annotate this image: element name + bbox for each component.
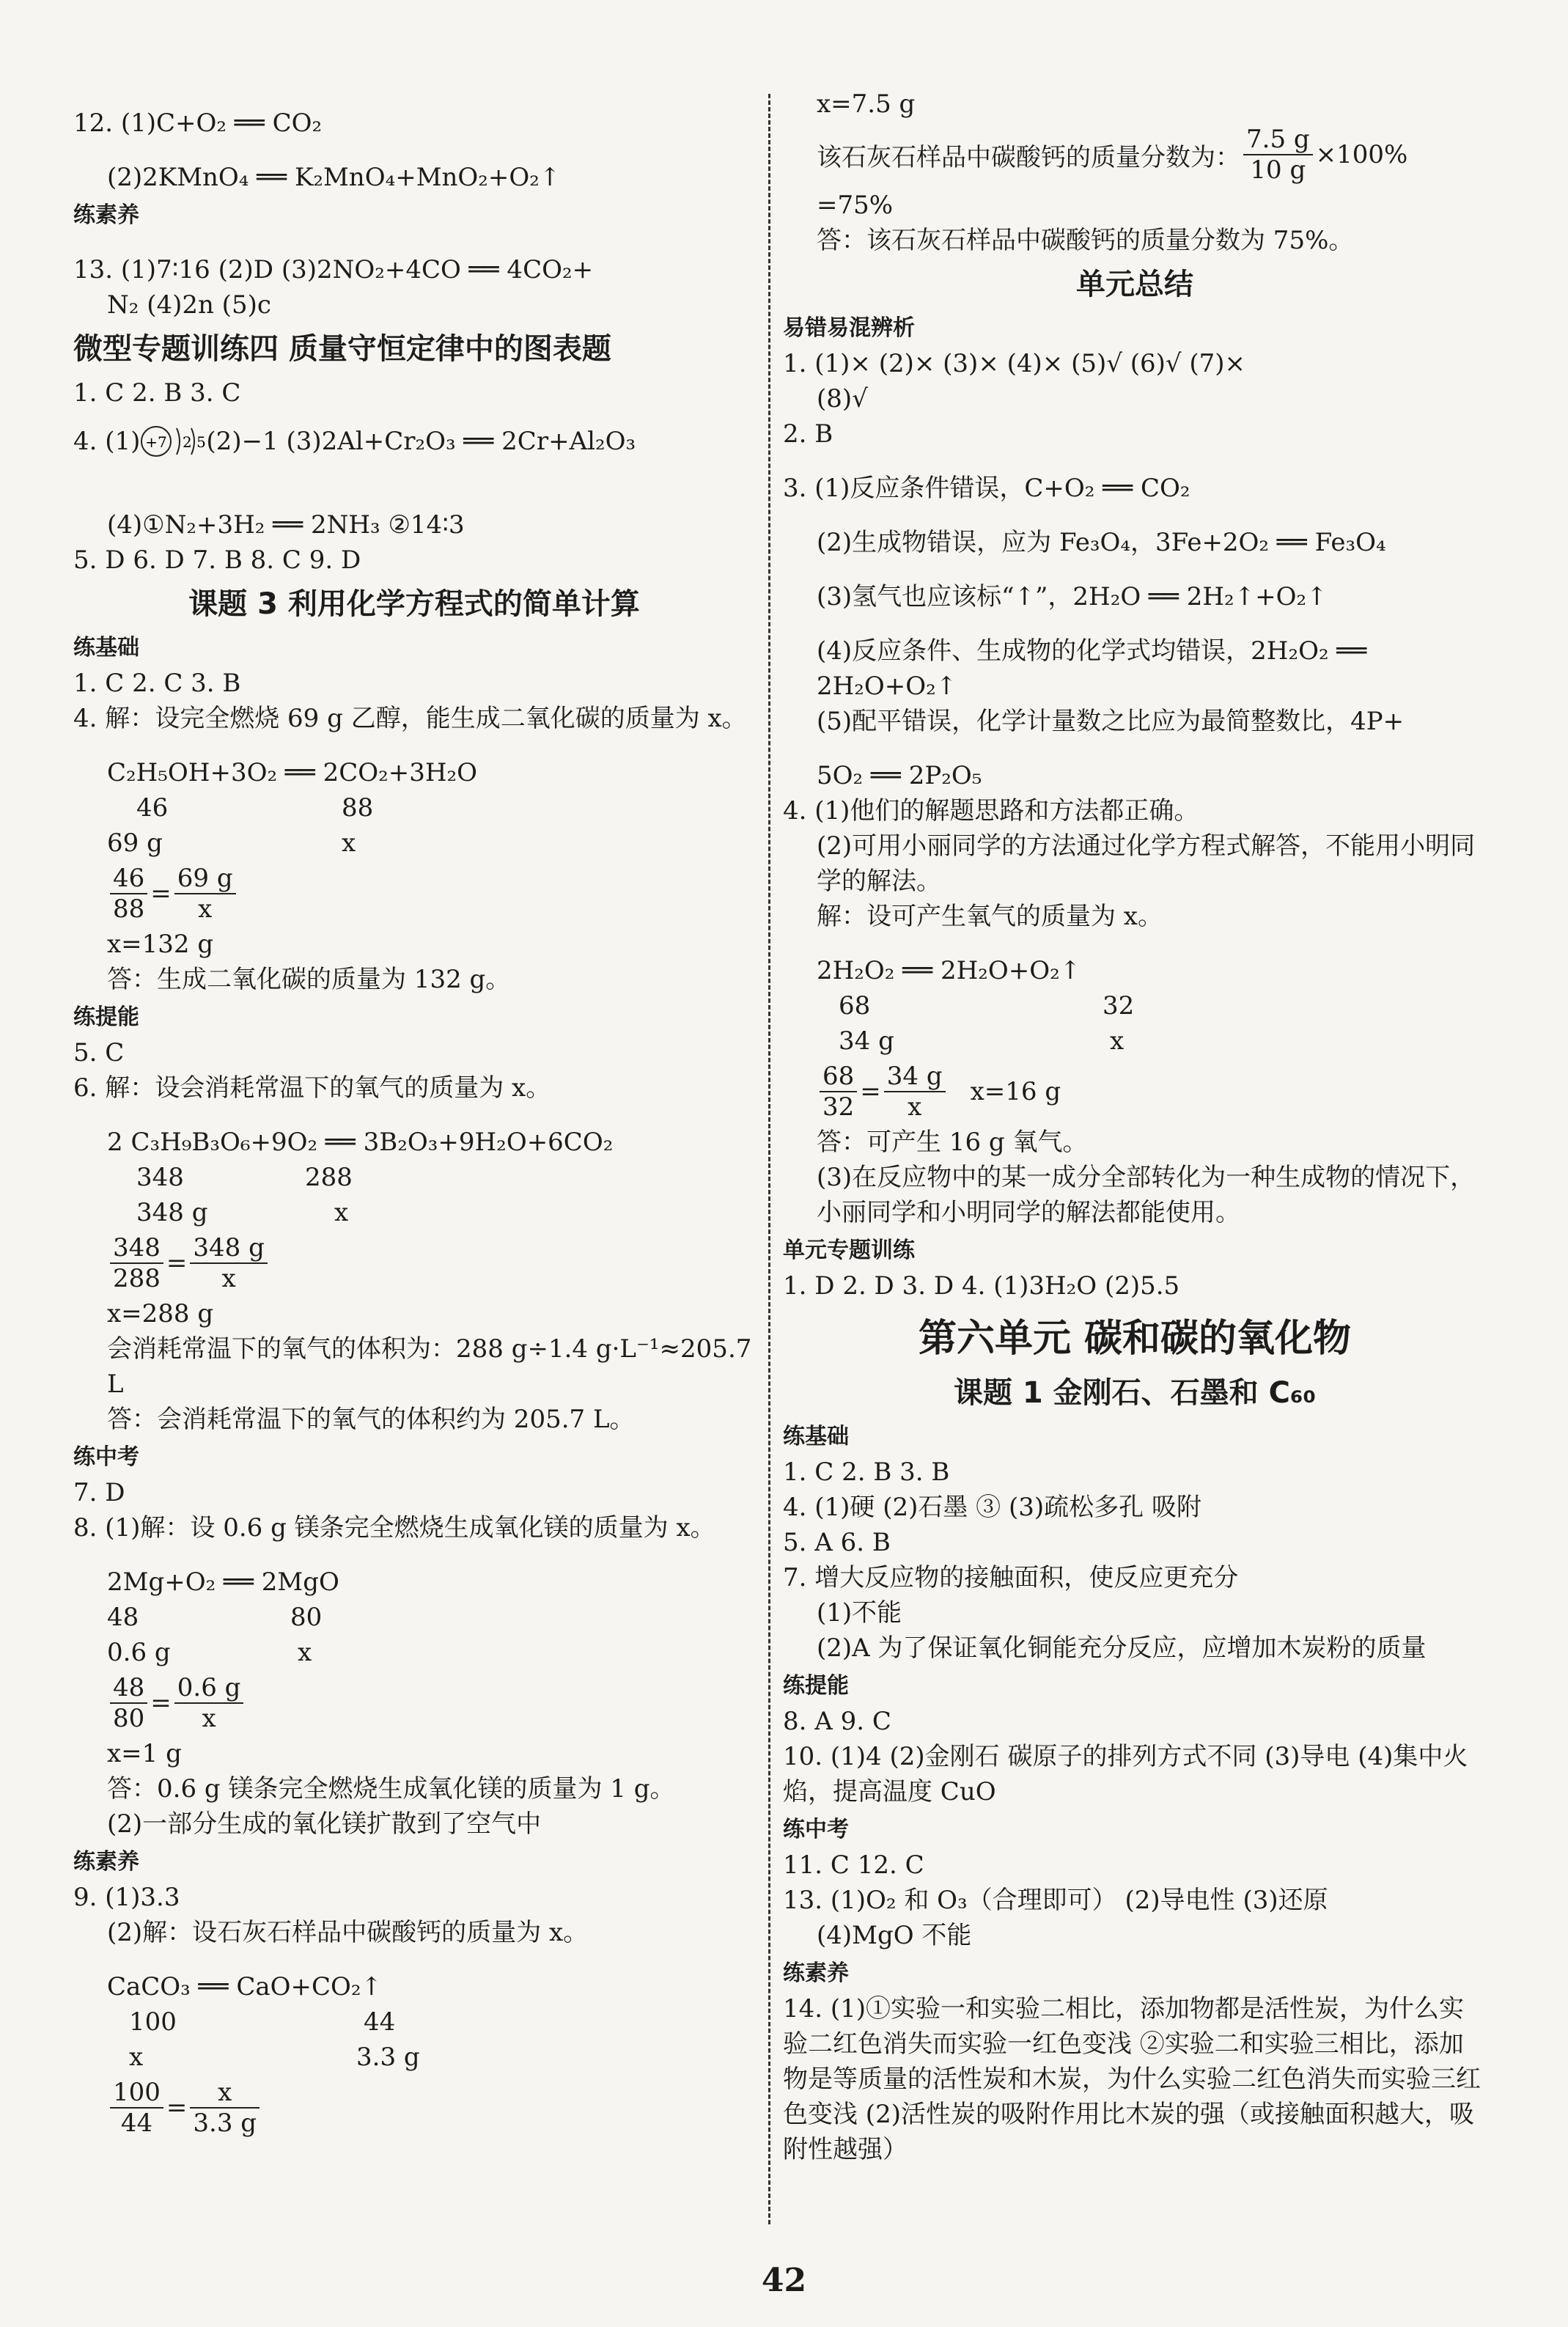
proportion: $\frac{46}{88}$ = $\frac{69 g}{x}$ [73,861,755,927]
section-heading: 练中考 [783,1817,849,1842]
answer-line: 4. (1)他们的解题思路和方法都正确。 [783,796,1199,826]
answer-line: 5. D 6. D 7. B 8. C 9. D [73,545,361,575]
answer-line: 4. (1)硬 (2)石墨 ③ (3)疏松多孔 吸附 [783,1493,1201,1522]
answer-line: (3)在反应物中的某一成分全部转化为一种生成物的情况下，小丽同学和小明同学的解法都能使用。 [817,1163,1476,1227]
ratio-line: 0.6 g x [107,1638,312,1667]
proportion: $\frac{100}{44}$ = $\frac{x}{3.3 g}$ [73,2075,755,2141]
answer-line: 答：该石灰石样品中碳酸钙的质量分数为 75%。 [817,226,1354,255]
equation-line: (4)①N₂+3H₂ ══ 2NH₃ ②14∶3 [107,510,465,540]
section-heading: 练提能 [73,1004,139,1030]
equation-line: (2)生成物错误，应为 Fe₃O₄，3Fe+2O₂ ══ Fe₃O₄ [817,528,1386,557]
equation-line: C₂H₅OH+3O₂ ══ 2CO₂+3H₂O [107,758,478,787]
equation-line: 5O₂ ══ 2P₂O₅ [817,761,982,790]
answer-line: 答：0.6 g 镁条完全燃烧生成氧化镁的质量为 1 g。 [107,1774,675,1804]
answer-line: 1. C 2. B 3. B [783,1457,950,1487]
ratio-line: 348 g x [136,1198,349,1227]
atom-core-label: +7 [145,433,168,451]
section-heading: 练素养 [783,1960,849,1986]
answer-line: 11. C 12. C [783,1850,924,1880]
section-heading: 练素养 [73,1849,139,1875]
answer-line: 解：设可产生氧气的质量为 x。 [817,902,1163,931]
answer-line: 8. (1)解：设 0.6 g 镁条完全燃烧生成氧化镁的质量为 x。 [73,1513,715,1543]
answer-line: 7. D [73,1478,125,1507]
answer-line: 1. (1)× (2)× (3)× (4)× (5)√ (6)√ (7)× [783,349,1245,378]
answer-line: 8. A 9. C [783,1707,891,1736]
section-heading: 练基础 [73,635,139,661]
topic-heading: 课题 3 利用化学方程式的简单计算 [188,587,640,621]
answer-line: (1)不能 [817,1598,902,1628]
topic-heading: 单元总结 [1076,268,1193,301]
page-number: 42 [761,2262,807,2299]
answer-line: 1. C 2. C 3. B [73,669,241,698]
answer-line: (5)配平错误，化学计量数之比应为最简整数比，4P+ [817,707,1405,736]
equation-line: (2)2KMnO₄ ══ K₂MnO₄+MnO₂+O₂↑ [107,163,561,192]
answer-line: 2H₂O+O₂↑ [817,672,957,701]
ratio-line: 46 88 [136,793,374,823]
answer-line: x=1 g [107,1739,182,1768]
answer-line: 14. (1)①实验一和实验二相比，添加物都是活性炭，为什么实验二红色消失而实验一红色变浅 ②实验二和实验三相比，添加物是等质量的活性炭和木炭，为什么实验二红色消失而实验三红色变浅 (2)活性炭的吸附作用比木炭的强（或接触面积越大，吸附性越强） [783,1994,1481,2164]
answer-line: N₂ (4)2n (5)c [107,290,271,320]
equation-line: CaCO₃ ══ CaO+CO₂↑ [107,1972,383,2001]
equation-line: 13. (1)7∶16 (2)D (3)2NO₂+4CO ══ 4CO₂+ [73,255,594,284]
answer-line: x=132 g [107,930,214,959]
answer-line: 9. (1)3.3 [73,1883,180,1912]
section-heading: 单元专题训练 [783,1238,915,1263]
answer-line: 6. 解：设会消耗常温下的氧气的质量为 x。 [73,1073,551,1103]
answer-line: 答：会消耗常温下的氧气的体积约为 205.7 L。 [107,1405,635,1434]
unit-heading: 第六单元 碳和碳的氧化物 [918,1317,1352,1361]
ratio-line: 100 44 [129,2007,396,2037]
ratio-line: 34 g x [839,1026,1125,1056]
answer-line: =75% [817,191,894,220]
topic-heading: 课题 1 金刚石、石墨和 C₆₀ [953,1376,1316,1410]
answer-line: 13. (1)O₂ 和 O₃（合理即可） (2)导电性 (3)还原 [783,1886,1328,1915]
answer-line: 答：生成二氧化碳的质量为 132 g。 [107,965,511,994]
equation-line: 2Mg+O₂ ══ 2MgO [107,1567,339,1597]
proportion: $\frac{68}{32}$ = $\frac{34 g}{x}$ x=16 g [783,1059,1487,1125]
answer-line: 1. D 2. D 3. D 4. (1)3H₂O (2)5.5 [783,1271,1180,1301]
answer-line: 会消耗常温下的氧气的体积为：288 g÷1.4 g·L⁻¹≈205.7 L [107,1334,752,1399]
section-heading: 易错易混辨析 [783,315,915,341]
answer-line: 1. C 2. B 3. C [73,378,241,408]
equation-line: 3. (1)反应条件错误，C+O₂ ══ CO₂ [783,474,1190,503]
answer-line: 2. B [783,419,833,449]
answer-line: (2)解：设石灰石样品中碳酸钙的质量为 x。 [107,1918,589,1947]
atom-structure-diagram [140,418,206,465]
section-heading: 练素养 [73,202,139,228]
answer-line: 4. 解：设完全燃烧 69 g 乙醇，能生成二氧化碳的质量为 x。 [73,704,747,733]
answer-line: x=7.5 g [817,89,916,119]
answer-line: (2)A 为了保证氧化铜能充分反应，应增加木炭粉的质量 [817,1633,1427,1663]
ratio-line: 69 g x [107,828,356,858]
right-column [783,87,1487,2239]
equation-line: 2H₂O₂ ══ 2H₂O+O₂↑ [817,956,1081,985]
ratio-line: x 3.3 g [129,2043,420,2072]
section-heading: 练中考 [73,1444,139,1470]
answer-line: (2)可用小丽同学的方法通过化学方程式解答，不能用小明同学的解法。 [817,831,1476,896]
section-heading: 练提能 [783,1673,849,1699]
equation-line: 4. (1) +7 2 5 (2)−1 (3)2Al+Cr₂O₃ ══ 2Cr+Al₂O₃ [73,411,755,472]
answer-line: x=288 g [107,1299,214,1328]
equation-line: (3)氢气也应该标“↑”，2H₂O ══ 2H₂↑+O₂↑ [817,582,1328,611]
equation-line: 12. (1)C+O₂ ══ CO₂ [73,109,323,138]
ratio-line: 348 288 [136,1163,353,1192]
equation-line: 2 C₃H₉B₃O₆+9O₂ ══ 3B₂O₃+9H₂O+6CO₂ [107,1128,614,1157]
answer-line: 7. 增大反应物的接触面积，使反应更充分 [783,1563,1239,1592]
proportion: $\frac{348}{288}$ = $\frac{348 g}{x}$ [73,1230,755,1296]
ratio-line: 68 32 [839,991,1135,1021]
answer-line: 5. C [73,1038,125,1067]
proportion: $\frac{48}{80}$ = $\frac{0.6 g}{x}$ [73,1670,755,1736]
answer-line: 答：可产生 16 g 氧气。 [817,1128,1088,1157]
percentage-line: 该石灰石样品中碳酸钙的质量分数为： $\frac{7.5 g}{10 g}$ ×100% [817,125,1408,185]
answer-line: 5. A 6. B [783,1528,891,1557]
ratio-line: 48 80 [107,1603,323,1632]
answer-line: 10. (1)4 (2)金刚石 碳原子的排列方式不同 (3)导电 (4)集中火焰，提高温度 CuO [783,1742,1468,1806]
section-heading: 练基础 [783,1424,849,1449]
equation-line: (4)反应条件、生成物的化学式均错误，2H₂O₂ ══ [817,636,1367,666]
answer-line: (8)√ [817,384,868,413]
left-column [73,87,755,2239]
atom-shells-label: 2 5 [183,433,207,451]
column-divider [768,94,770,2224]
answer-line: (2)一部分生成的氧化镁扩散到了空气中 [107,1809,542,1839]
topic-heading: 微型专题训练四 质量守恒定律中的图表题 [73,332,611,366]
answer-line: (4)MgO 不能 [817,1921,972,1950]
